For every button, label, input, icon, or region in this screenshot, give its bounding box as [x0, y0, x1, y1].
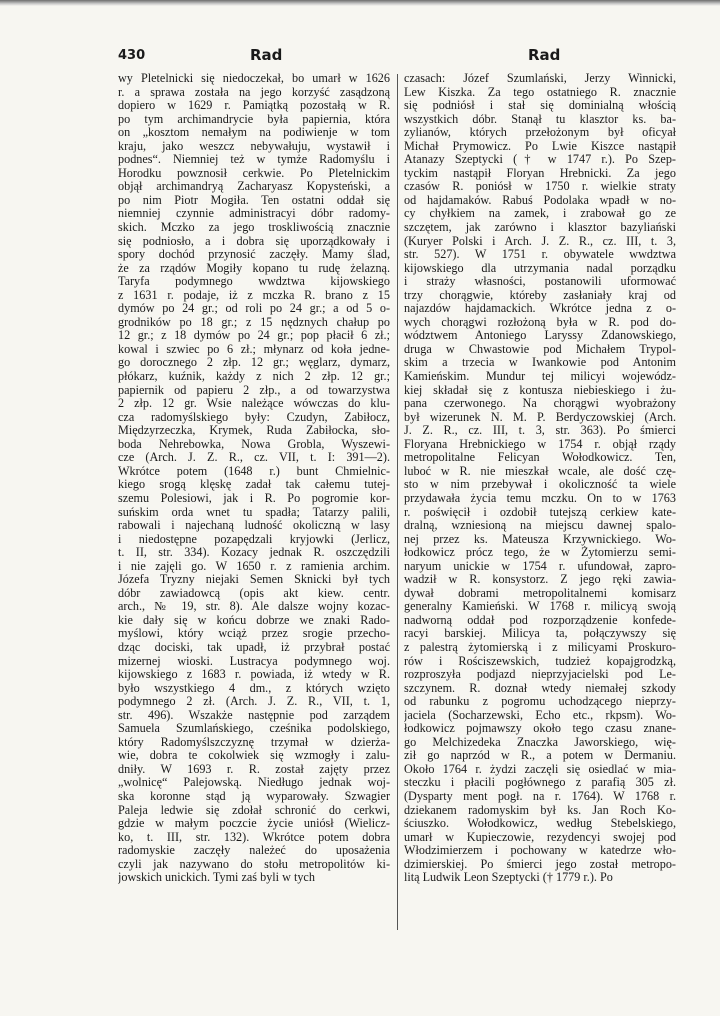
running-head-left: Rad	[250, 46, 283, 64]
text-line: t. II, str. 334). Kozacy jednak R. oszczędzili	[118, 546, 390, 560]
text-line: podymnego 2 zł. (Arch. J. Z. R., VII, t. 1,	[118, 695, 390, 709]
column-divider	[397, 74, 398, 930]
text-line: (Dysparty ment pogł. na r. 1764). W 1768 r.	[404, 789, 676, 803]
text-line: „wolnicę“ Palejowską. Niedługo jednak woj-	[118, 776, 390, 790]
text-line: kijowskiego dla utrzymania nadal porządku	[404, 261, 676, 275]
text-line: nej przez ks. Mateusza Krzywnickiego. Wo-	[404, 532, 676, 546]
text-line: dziekanem radomyskim był ks. Jan Roch Ko-	[404, 803, 676, 817]
text-line: i niedostępne pozapędzali kryjowki (Jerlicz,	[118, 532, 390, 546]
text-line: cy chyłkiem na zamek, i zrabował go ze	[404, 207, 676, 221]
text-line: łodkowicz pojmawszy około tego czasu znane-	[404, 722, 676, 736]
text-line: skim a trzecia w Iwankowie pod Antonim	[404, 356, 676, 370]
page-number: 430	[118, 48, 146, 63]
text-line: dralną, wzniesioną na miejscu dawnej spalo-	[404, 519, 676, 533]
text-line: płókarz, kuźnik, każdy z nich 2 złp. 12 gr.;	[118, 370, 390, 384]
text-line: str. 527). W 1751 r. obywatele wwdztwa	[404, 248, 676, 262]
text-line: szemu Polesiowi, jak i R. Po pogromie kor-	[118, 491, 390, 505]
text-line: Atanazy Szeptycki († w 1747 r.). Po Szep-	[404, 153, 676, 167]
text-line: (Kuryer Polski i Arch. J. Z. R., cz. III, t. 3,	[404, 234, 676, 248]
text-line: papiernik od papieru 2 złp., a od towarzystwa	[118, 383, 390, 397]
text-line: Międzyrzeczka, Krymek, Ruda Zabiłocka, sło-	[118, 424, 390, 438]
running-head-right: Rad	[528, 46, 561, 64]
text-line: steczku i płacili pogłównego z parafią 305 zł.	[404, 776, 676, 790]
text-line: kijowskiego z 1683 r. powiada, iż wtedy w R.	[118, 668, 390, 682]
text-line: wództwem Antoniego Laryssy Zdanowskiego,	[404, 329, 676, 343]
text-line: go Melchizedeka Znaczka Jaworskiego, wię-	[404, 735, 676, 749]
text-line: on „kosztom nemałym na podiwienje w tom	[118, 126, 390, 140]
text-line: dząc dociski, tak upadł, iż przybrał postać	[118, 640, 390, 654]
text-line: Około 1764 r. żydzi zaczęli się osiedlać w mia-	[404, 762, 676, 776]
text-line: kraju, jako weszcz nebywałuju, wystawił i	[118, 139, 390, 153]
text-line: niemniej czynnie administracyi dóbr radomy-	[118, 207, 390, 221]
text-line: naryum unickie w 1754 r. ufundował, zapro-	[404, 559, 676, 573]
text-line: był wizerunek N. M. P. Berdyczowskiej (Arch.	[404, 410, 676, 424]
text-line: arch., № 19, str. 8). Ale dalsze wojny kozac-	[118, 600, 390, 614]
text-line: wie, dobra te cokolwiek się wzmogły i zalu-	[118, 749, 390, 763]
text-line: ko, t. III, str. 132). Wkrótce potem dobra	[118, 830, 390, 844]
text-line: trzy chorągwie, któreby zasłaniały kraj od	[404, 288, 676, 302]
text-line: myślowi, który wciąż przez srogie przecho-	[118, 627, 390, 641]
text-line: po nim Piotr Mogiła. Ten ostatni oddał się	[118, 193, 390, 207]
text-line: po tym archimandrycie była papiernia, która	[118, 112, 390, 126]
text-line: zylianów, których przełożonym był oficyał	[404, 126, 676, 140]
text-line: ściuszko. Wołodkowicz, według Stebelskiego,	[404, 817, 676, 831]
text-line: kowal i szwiec po 6 zł.; młynarz od koła jedne-	[118, 342, 390, 356]
text-line: rozproszyła podjazd nieprzyjacielski pod Le-	[404, 668, 676, 682]
text-line: sto w nim przebywał i okoliczność ta wiele	[404, 478, 676, 492]
text-line: wadził w R. konsystorz. Z jego ręki zawia-	[404, 573, 676, 587]
text-line: Włodzimierzem i pochowany w katedrze wło-	[404, 844, 676, 858]
text-line: czasach: Józef Szumlański, Jerzy Winnicki,	[404, 72, 676, 85]
text-line: go dorocznego 2 złp. 12 gr.; węglarz, dymarz,	[118, 356, 390, 370]
text-line: i nie zajęli go. W 1650 r. z ramienia archim.	[118, 559, 390, 573]
text-line: Paleja ledwie się zdołał schronić do cerkwi,	[118, 803, 390, 817]
text-line: pana czerwonego. Na chorągwi wyobrażony	[404, 397, 676, 411]
text-line: wych chorągwi rozłożoną była w R. pod do-	[404, 315, 676, 329]
text-line: się podniósł i stał się dominialną włością	[404, 99, 676, 113]
text-line: mizernej wioski. Lustracya podymnego woj.	[118, 654, 390, 668]
text-line: cza radomyślskiego były: Czudyn, Zabiłocz,	[118, 410, 390, 424]
text-line: druga w Chwastowie pod Michałem Trypol-	[404, 342, 676, 356]
text-line: spory dochód przynosić zaczęły. Mamy ślad,	[118, 248, 390, 262]
text-line: od rabunku z pogromu uchodzącego nieprzy-	[404, 695, 676, 709]
text-line: wszystkich dóbr. Stanął tu klasztor ks. ba-	[404, 112, 676, 126]
text-line: nadworną oddał pod rozporządzenie konfede-	[404, 613, 676, 627]
left-column	[118, 72, 390, 885]
text-line: kiej składał się z kontusza niebieskiego i żu-	[404, 383, 676, 397]
text-line: Kamieńskim. Mundur tej milicyi wojewódz-	[404, 370, 676, 384]
text-line: czyli jak nazywano do stołu metropolitów ki-	[118, 857, 390, 871]
text-line: boda Nehrebowka, Nowa Grobla, Wyszewi-	[118, 437, 390, 451]
text-line: tyckim nastąpił Floryan Hrebnicki. Za jego	[404, 166, 676, 180]
text-line: Samuela Szumlańskiego, cześnika podolskiego,	[118, 722, 390, 736]
text-line: r. poświęcił i ozdobił tutejszą cerkiew kate-	[404, 505, 676, 519]
text-line: podnes“. Niemniej też w tymże Radomyślu i	[118, 153, 390, 167]
text-line: z 1631 r. podaje, iż z mczka R. brano z 15	[118, 288, 390, 302]
text-line: dóbr zawiadowcą (opis akt kiew. centr.	[118, 586, 390, 600]
text-line: szczętem, jak zarówno i klasztor bazyliański	[404, 221, 676, 235]
text-line: objął archimandryą Zacharyasz Kopysteński, a	[118, 180, 390, 194]
text-line: który Radomyślszczyznę trzymał w dzierża-	[118, 735, 390, 749]
text-line: rów i Rościszewskich, tudzież kopajgrodzką,	[404, 654, 676, 668]
text-line: jaciela (Socharzewski, Echo etc., rkpsm). Wo-	[404, 708, 676, 722]
text-line: wy Pletelnicki się niedoczekał, bo umarł w 1626	[118, 72, 390, 85]
text-line: przydawała życia temu mczku. On to w 1763	[404, 491, 676, 505]
text-line: ził go naprzód w R., a potem w Dermaniu.	[404, 749, 676, 763]
text-line: jowskich unickich. Tymi zaś byli w tych	[118, 871, 315, 885]
text-line: Wkrótce potem (1648 r.) bunt Chmielnic-	[118, 464, 390, 478]
text-line: metropolitalne Felicyan Wołodkowicz. Ten,	[404, 451, 676, 465]
text-line: Floryana Hrebnickiego w 1754 r. objął rządy	[404, 437, 676, 451]
text-line: dniły. W 1693 r. R. został zajęty przez	[118, 762, 390, 776]
text-line: łodkowicz prócz tego, że w Żytomierzu semi-	[404, 546, 676, 560]
text-line: od hajdamaków. Rabuś Podolaka wpadł w no-	[404, 193, 676, 207]
text-line: kie dały się w końcu dobrze we znaki Rado-	[118, 613, 390, 627]
page-header	[118, 44, 678, 68]
text-line: i straży własności, postanowili uformować	[404, 275, 676, 289]
text-line: radomyskie zaczęły należeć do uposażenia	[118, 844, 390, 858]
text-line: gdzie w małym poczcie życie uniósł (Wielicz-	[118, 817, 390, 831]
text-line: cze (Arch. J. Z. R., cz. VII, t. I: 391—2).	[118, 451, 390, 465]
text-line: Józefa Tryzny niejaki Semen Sknicki był tych	[118, 573, 390, 587]
text-line: dywał dobrami metropolitalnemi komisarz	[404, 586, 676, 600]
text-line: dzimierskiej. Po śmierci jego został metropo-	[404, 857, 676, 871]
text-line: grodników po 18 gr.; z 15 nędznych chałup po	[118, 315, 390, 329]
scan-top-edge	[0, 0, 720, 6]
text-line: czasów R. poniósł w 1750 r. wielkie straty	[404, 180, 676, 194]
text-line: Taryfa podymnego wwdztwa kijowskiego	[118, 275, 390, 289]
text-line: rabowali i najechaną ludność okoliczną w lasy	[118, 519, 390, 533]
text-line: litą Ludwik Leon Szeptycki († 1779 r.). Po	[404, 871, 613, 885]
text-line: że za rządów Mogiły kopano tu rudę żelazną.	[118, 261, 390, 275]
text-line: ska koronne stąd ją wyparowały. Szwagier	[118, 789, 390, 803]
text-line: J. Z. R., cz. III, t. 3, str. 363). Po śmierci	[404, 424, 676, 438]
text-line: skich. Mczko za jego troskliwością znacznie	[118, 221, 390, 235]
text-line: Michał Prymowicz. Po Lwie Kiszce nastąpił	[404, 139, 676, 153]
text-line: kiego srogą klęskę zadał tak całemu tutej-	[118, 478, 390, 492]
text-line: było wszystkiego 4 dm., z których wzięto	[118, 681, 390, 695]
text-line: 12 gr.; z 18 dymów po 24 gr.; pop płacił 6 zł.;	[118, 329, 390, 343]
text-line: r. a sprawa została na jego korzyść zasądzoną	[118, 85, 390, 99]
text-line: najazdów hajdamackich. Wkrótce jedna z o-	[404, 302, 676, 316]
text-line: generalny Kamieński. W 1768 r. milicyą swoją	[404, 600, 676, 614]
text-line: Horodku powznosił cerkwie. Po Pletelnickim	[118, 166, 390, 180]
right-column	[404, 72, 676, 885]
text-line: umarł w Kupieczowie, rezydencyi swojej pod	[404, 830, 676, 844]
text-line: dopiero w 1629 r. Pamiątką pozostałą w R.	[118, 99, 390, 113]
text-line: szczynem. R. doznał wtedy niemałej szkody	[404, 681, 676, 695]
text-line: się podniosło, a i dobra się uporządkowały i	[118, 234, 390, 248]
text-line: z palestrą żytomierską i z milicyami Proskuro-	[404, 640, 676, 654]
text-line: dymów po 24 gr.; od roli po 24 gr.; a od 5 o-	[118, 302, 390, 316]
text-line: Lew Kiszka. Za tego ostatniego R. znacznie	[404, 85, 676, 99]
text-line: luboć w R. nie mieszkał wcale, ale dość czę-	[404, 464, 676, 478]
text-line: str. 496). Wszakże następnie pod zarządem	[118, 708, 390, 722]
text-line: 2 złp. 12 gr. Wsie należące wówczas do klu-	[118, 397, 390, 411]
text-line: suńskim orda wnet tu spadła; Tatarzy palili,	[118, 505, 390, 519]
text-line: racyi barskiej. Milicya ta, połączywszy się	[404, 627, 676, 641]
